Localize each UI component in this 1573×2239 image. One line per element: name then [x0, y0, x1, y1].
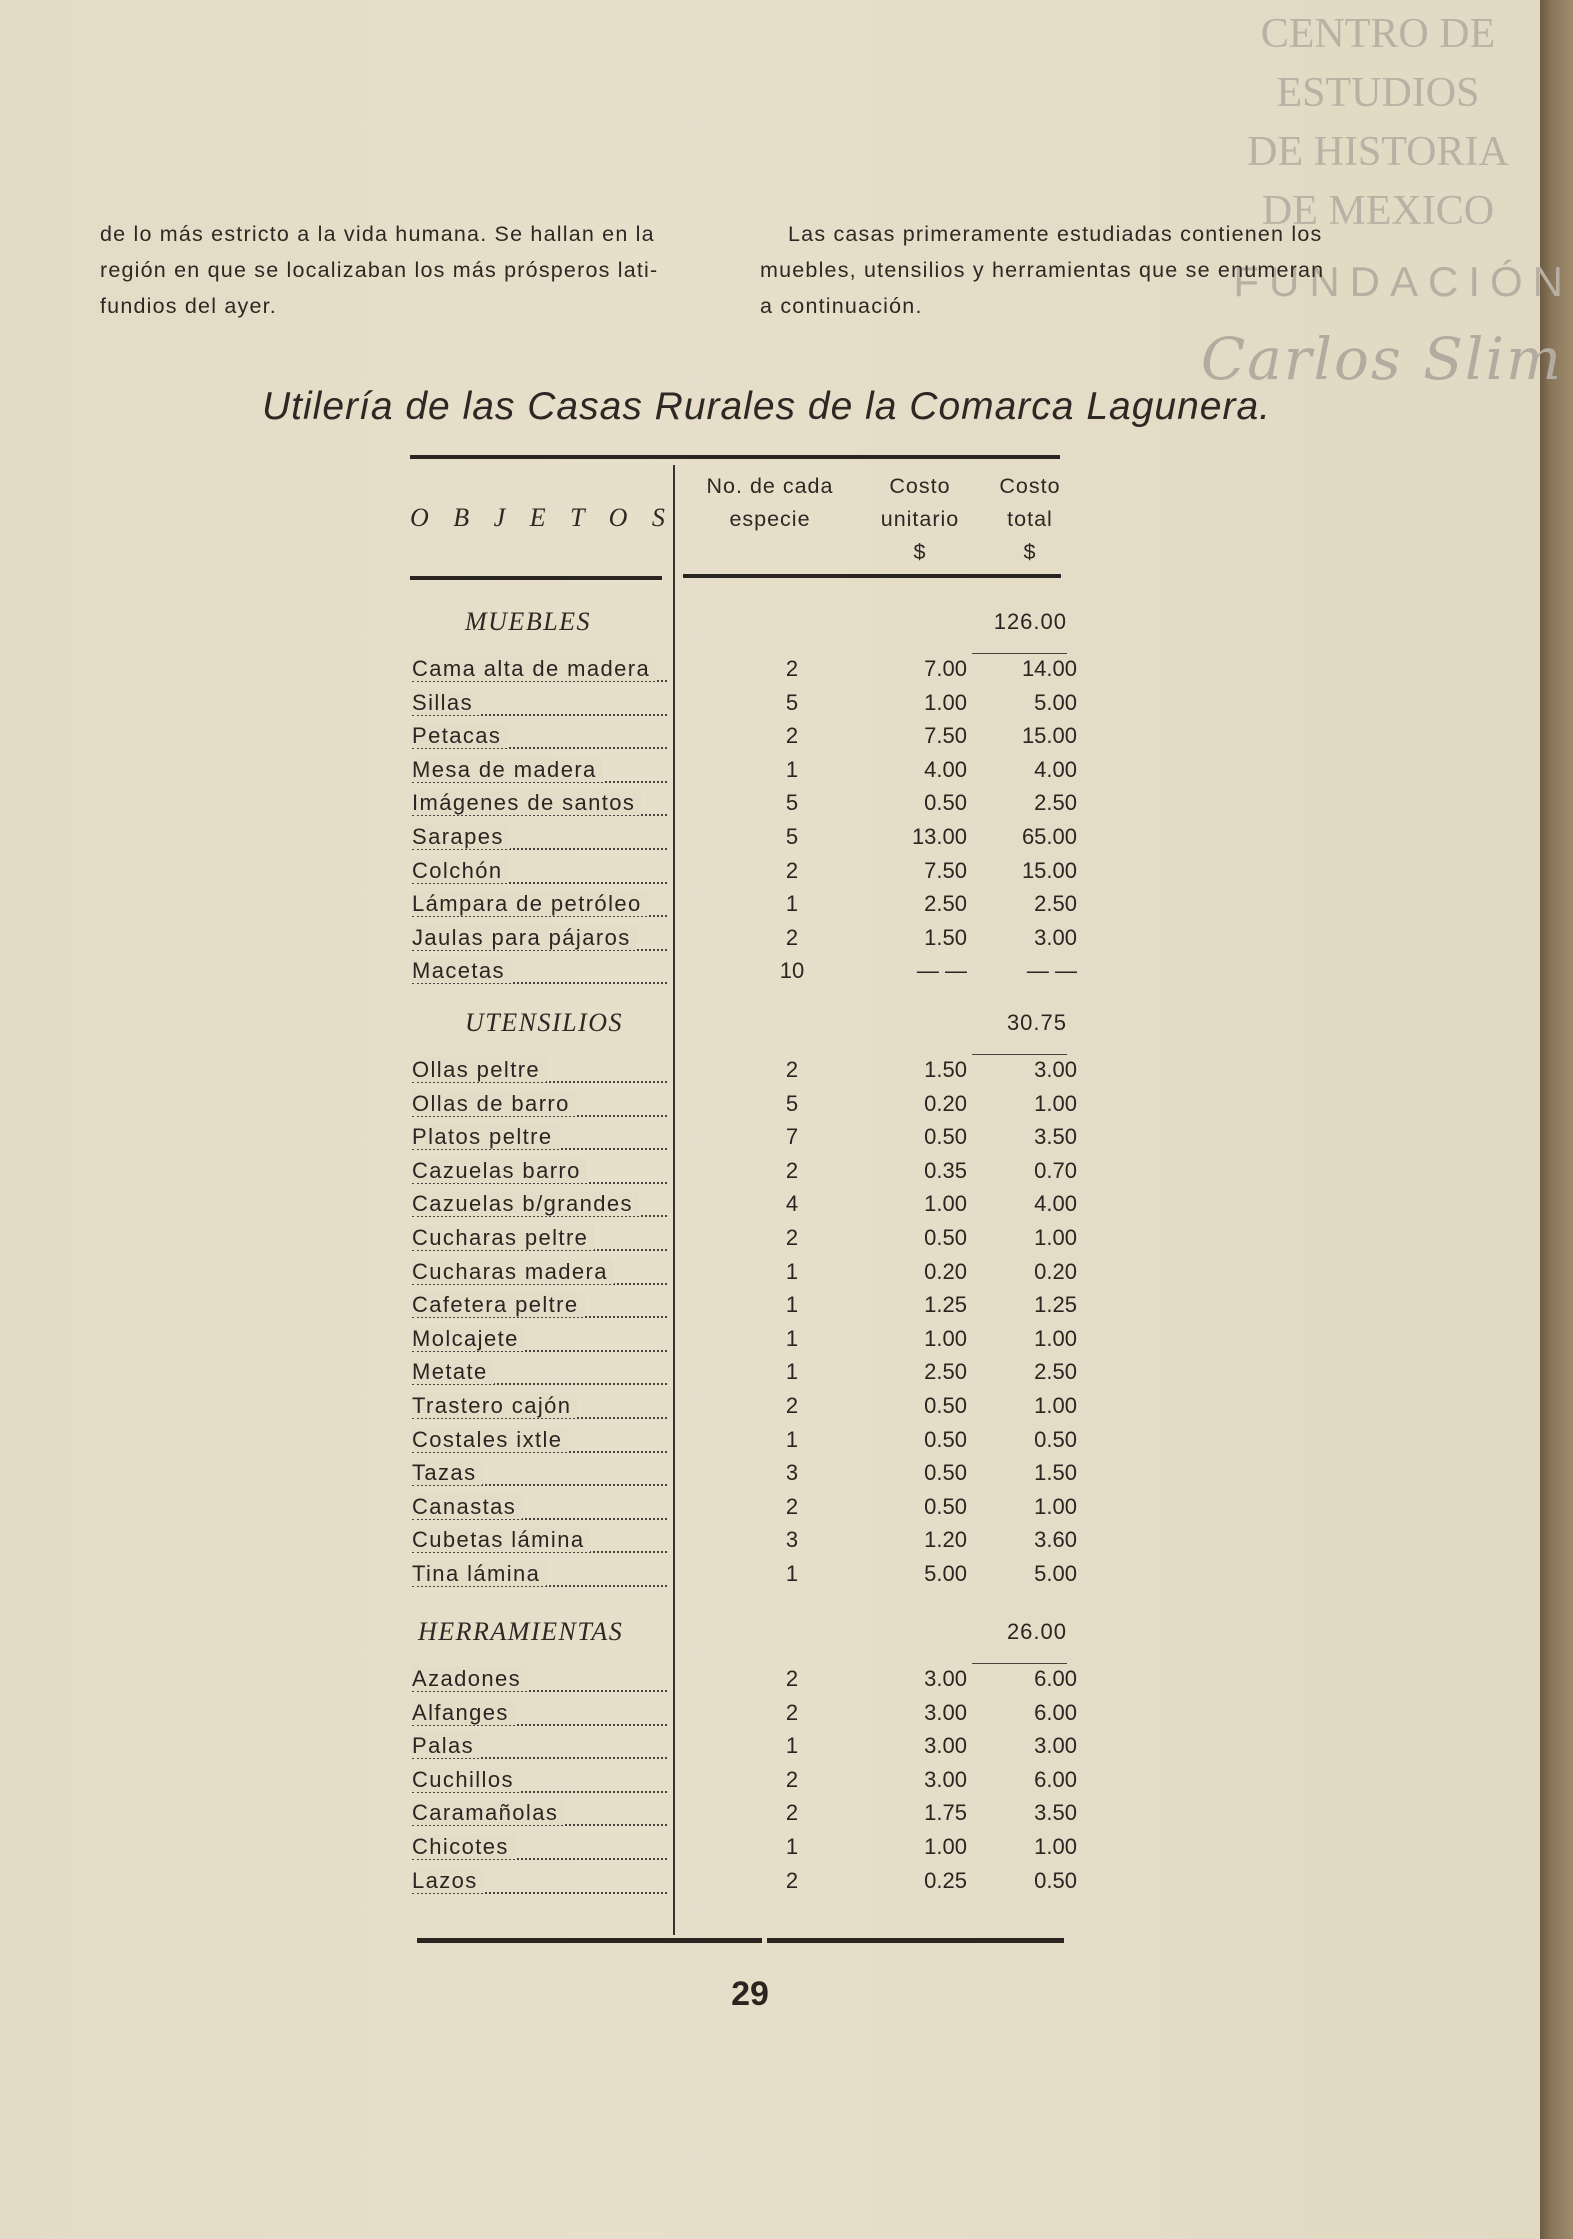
table-bottom-rule-right — [767, 1938, 1064, 1943]
item-quantity: 2 — [785, 723, 799, 749]
table-row — [412, 1867, 1077, 1902]
item-unit-cost: 1.20 — [924, 1527, 967, 1553]
item-unit-cost: 2.50 — [924, 1359, 967, 1385]
table-row — [412, 1359, 1077, 1393]
table-row — [412, 1834, 1077, 1868]
item-name: Ollas de barro — [412, 1091, 576, 1116]
item-unit-cost: 4.00 — [924, 756, 967, 782]
item-quantity: 4 — [785, 1191, 799, 1217]
item-name: Alfanges — [412, 1700, 515, 1725]
header-objetos: O B J E T O S — [410, 503, 674, 532]
item-total-cost: 1.50 — [1034, 1460, 1077, 1486]
item-quantity: 5 — [785, 689, 799, 715]
item-unit-cost: 0.50 — [924, 1493, 967, 1519]
item-name-cell — [412, 824, 667, 858]
table-title: Utilería de las Casas Rurales de la Comarca Lagunera. — [262, 385, 1271, 428]
item-quantity: 3 — [785, 1460, 799, 1486]
item-name-cell — [412, 1191, 667, 1225]
watermark-line: ESTUDIOS — [1276, 70, 1480, 116]
header-text: No. de cada — [706, 474, 834, 498]
item-name-cell — [412, 1834, 667, 1868]
intro-right-column — [760, 216, 1400, 324]
table-row — [412, 723, 1077, 757]
page-number: 29 — [731, 1975, 769, 2013]
item-name-cell — [412, 723, 667, 757]
item-name: Jaulas para pájaros — [412, 925, 637, 950]
item-name-cell — [412, 790, 667, 824]
item-name: Cucharas madera — [412, 1259, 614, 1284]
item-name: Cubetas lámina — [412, 1527, 590, 1552]
intro-line: muebles, utensilios y herramientas que se enumeran — [760, 258, 1325, 282]
item-name-cell — [412, 1091, 667, 1125]
item-quantity: 3 — [785, 1527, 799, 1553]
section-total: 126.00 — [993, 609, 1067, 634]
item-unit-cost: 0.50 — [924, 1124, 967, 1150]
item-name: Colchón — [412, 858, 509, 883]
intro-line: a continuación. — [760, 294, 923, 318]
item-unit-cost: 1.75 — [924, 1800, 967, 1826]
item-name-cell — [412, 1767, 667, 1801]
item-unit-cost: 7.50 — [924, 857, 967, 883]
item-quantity: 5 — [785, 1090, 799, 1116]
item-quantity: 2 — [785, 1225, 799, 1250]
item-name-cell — [412, 1494, 667, 1528]
table-row — [412, 1561, 1077, 1595]
item-total-cost: 1.00 — [1034, 1393, 1077, 1418]
item-quantity: 2 — [785, 1493, 799, 1519]
item-name: Costales ixtle — [412, 1427, 568, 1452]
item-total-cost: 1.25 — [1034, 1292, 1077, 1318]
item-quantity: 2 — [785, 1867, 799, 1893]
item-name-cell — [412, 1666, 667, 1700]
item-total-cost: 1.00 — [1034, 1325, 1077, 1351]
item-name-cell — [412, 891, 667, 925]
item-quantity: 1 — [785, 1834, 799, 1859]
item-name: Canastas — [412, 1494, 522, 1519]
item-quantity: 1 — [785, 1733, 799, 1759]
item-name: Azadones — [412, 1666, 527, 1691]
watermark-fundacion: FUNDACIÓN — [1233, 258, 1573, 305]
table-row — [412, 958, 1077, 992]
item-total-cost: 2.50 — [1034, 891, 1077, 917]
item-name: Metate — [412, 1359, 494, 1384]
item-quantity: 2 — [785, 1393, 799, 1418]
item-unit-cost: 0.50 — [924, 790, 967, 816]
item-name: Palas — [412, 1733, 480, 1758]
item-quantity: 10 — [779, 958, 805, 984]
intro-line: Las casas primeramente estudiadas contienen los — [788, 222, 1323, 246]
item-quantity: 1 — [785, 891, 799, 917]
item-unit-cost: 1.50 — [924, 924, 967, 950]
item-quantity: 1 — [785, 1359, 799, 1385]
table-row — [412, 1460, 1077, 1494]
item-quantity: 1 — [785, 1325, 799, 1351]
table-row — [412, 1057, 1077, 1091]
item-total-cost: 6.00 — [1034, 1699, 1077, 1725]
table-row — [412, 656, 1077, 690]
table-row — [412, 756, 1077, 791]
table-bottom-rule-left — [417, 1938, 762, 1943]
item-name-cell — [412, 1292, 667, 1326]
table-row — [412, 1157, 1077, 1192]
item-quantity: 1 — [785, 756, 799, 782]
item-total-cost: 0.20 — [1034, 1258, 1077, 1284]
item-name-cell — [412, 1225, 667, 1259]
watermark-line: DE MEXICO — [1261, 188, 1495, 234]
intro-line: de lo más estricto a la vida humana. Se hallan en la — [100, 222, 655, 246]
item-name-cell — [412, 925, 667, 959]
item-total-cost: 4.00 — [1034, 1191, 1077, 1217]
item-quantity: 2 — [785, 1766, 799, 1792]
item-unit-cost: 3.00 — [924, 1666, 967, 1691]
item-name: Platos peltre — [412, 1124, 559, 1149]
item-total-cost: 6.00 — [1034, 1666, 1077, 1691]
item-unit-cost: 3.00 — [924, 1699, 967, 1725]
table-row — [412, 891, 1077, 925]
item-name: Lazos — [412, 1868, 484, 1893]
item-unit-cost: 2.50 — [924, 891, 967, 917]
item-name: Tina lámina — [412, 1561, 546, 1586]
item-quantity: 2 — [785, 1666, 799, 1691]
item-name: Imágenes de santos — [412, 790, 641, 815]
section-heading: UTENSILIOS — [465, 1008, 624, 1037]
item-quantity: 2 — [785, 1699, 799, 1725]
item-name-cell — [412, 958, 667, 992]
header-bottom-rule-left — [410, 576, 662, 580]
table-row — [412, 1493, 1077, 1528]
header-text: total — [1007, 507, 1053, 531]
table-row — [412, 1699, 1077, 1734]
item-total-cost: 0.70 — [1034, 1157, 1077, 1183]
item-total-cost: 2.50 — [1034, 790, 1077, 816]
item-name-cell — [412, 1700, 667, 1734]
item-total-cost: 2.50 — [1034, 1359, 1077, 1385]
item-total-cost: 3.60 — [1034, 1527, 1077, 1553]
item-name: Cama alta de madera — [412, 656, 656, 681]
item-unit-cost: 0.20 — [924, 1258, 967, 1284]
header-text: unitario — [880, 507, 960, 531]
table-row — [412, 790, 1077, 824]
item-unit-cost: 1.00 — [924, 1834, 967, 1859]
item-total-cost: 15.00 — [1021, 857, 1077, 883]
item-unit-cost: 0.50 — [924, 1225, 967, 1250]
item-name-cell — [412, 1326, 667, 1360]
item-total-cost: 1.00 — [1034, 1225, 1077, 1250]
item-name-cell — [412, 1359, 667, 1393]
item-name-cell — [412, 858, 667, 892]
item-name-cell — [412, 656, 667, 690]
header-text: Costo — [999, 474, 1061, 498]
item-total-cost: 0.50 — [1034, 1426, 1077, 1452]
table-row — [412, 1800, 1077, 1834]
section-subtotal-rule — [972, 1663, 1067, 1664]
item-total-cost: 6.00 — [1034, 1766, 1077, 1792]
item-total-cost: 1.00 — [1034, 1493, 1077, 1519]
table-row — [412, 857, 1077, 892]
item-unit-cost: — — — [916, 958, 967, 984]
item-total-cost: 3.00 — [1034, 1057, 1077, 1082]
item-name: Sillas — [412, 690, 479, 715]
intro-left-column — [100, 216, 730, 324]
item-quantity: 1 — [785, 1561, 799, 1586]
watermark-signature: Carlos Slim — [1200, 325, 1563, 393]
header-unit-cost — [865, 470, 975, 569]
section-total: 26.00 — [1006, 1619, 1067, 1644]
item-name-cell — [412, 1733, 667, 1767]
table-row — [412, 689, 1077, 724]
table-row — [412, 1393, 1077, 1427]
watermark-centro-estudios — [1213, 5, 1543, 241]
item-total-cost: 4.00 — [1034, 756, 1077, 782]
item-unit-cost: 13.00 — [911, 824, 967, 849]
item-quantity: 1 — [785, 1258, 799, 1284]
item-total-cost: 1.00 — [1034, 1834, 1077, 1859]
item-total-cost: 0.50 — [1034, 1867, 1077, 1893]
item-unit-cost: 0.20 — [924, 1090, 967, 1116]
item-unit-cost: 7.00 — [924, 656, 967, 681]
item-total-cost: 14.00 — [1021, 656, 1077, 681]
item-name: Trastero cajón — [412, 1393, 577, 1418]
item-total-cost: 5.00 — [1034, 1561, 1077, 1586]
item-total-cost: 3.00 — [1034, 1733, 1077, 1759]
item-total-cost: 5.00 — [1034, 689, 1077, 715]
intro-line: región en que se localizaban los más prósperos lati- — [100, 258, 659, 282]
item-unit-cost: 1.50 — [924, 1057, 967, 1082]
header-text: $ — [1023, 540, 1037, 564]
item-name-cell — [412, 1460, 667, 1494]
intro-line: fundios del ayer. — [100, 294, 277, 318]
item-unit-cost: 0.25 — [924, 1867, 967, 1893]
table-row — [412, 1090, 1077, 1125]
item-unit-cost: 1.00 — [924, 1325, 967, 1351]
item-name: Molcajete — [412, 1326, 525, 1351]
item-unit-cost: 0.50 — [924, 1426, 967, 1452]
table-row — [412, 1124, 1077, 1158]
item-total-cost: 3.00 — [1034, 924, 1077, 950]
item-quantity: 1 — [785, 1292, 799, 1318]
item-total-cost: 3.50 — [1034, 1800, 1077, 1826]
item-quantity: 2 — [785, 1057, 799, 1082]
item-quantity: 1 — [785, 1426, 799, 1452]
section-heading: HERRAMIENTAS — [418, 1617, 624, 1646]
header-bottom-rule-right — [683, 574, 1061, 578]
item-quantity: 2 — [785, 857, 799, 883]
header-text: especie — [729, 507, 811, 531]
table-row — [412, 824, 1077, 858]
section-total: 30.75 — [1006, 1010, 1067, 1035]
item-name: Cuchillos — [412, 1767, 520, 1792]
item-unit-cost: 3.00 — [924, 1766, 967, 1792]
item-name: Sarapes — [412, 824, 510, 849]
item-total-cost: 65.00 — [1021, 824, 1077, 849]
table-row — [412, 1258, 1077, 1293]
item-name: Cucharas peltre — [412, 1225, 594, 1250]
item-name-cell — [412, 1057, 667, 1091]
item-name-cell — [412, 1868, 667, 1902]
item-quantity: 7 — [785, 1124, 799, 1150]
item-total-cost: — — — [1026, 958, 1077, 984]
item-name: Chicotes — [412, 1834, 515, 1859]
section-heading: MUEBLES — [465, 607, 592, 636]
item-unit-cost: 1.00 — [924, 1191, 967, 1217]
table-row — [412, 1292, 1077, 1326]
header-text: Costo — [889, 474, 951, 498]
item-total-cost: 3.50 — [1034, 1124, 1077, 1150]
item-unit-cost: 5.00 — [924, 1561, 967, 1586]
table-row — [412, 1325, 1077, 1360]
item-quantity: 2 — [785, 1800, 799, 1826]
section-subtotal-rule — [972, 1054, 1067, 1055]
header-quantity — [685, 470, 855, 536]
item-name: Lámpara de petróleo — [412, 891, 648, 916]
item-name-cell — [412, 1427, 667, 1461]
item-unit-cost: 1.25 — [924, 1292, 967, 1318]
header-text: $ — [913, 540, 927, 564]
item-unit-cost: 0.50 — [924, 1460, 967, 1486]
item-name-cell — [412, 1124, 667, 1158]
item-name: Macetas — [412, 958, 511, 983]
item-name-cell — [412, 1800, 667, 1834]
table-row — [412, 924, 1077, 959]
item-name-cell — [412, 1158, 667, 1192]
watermark-line: DE HISTORIA — [1247, 129, 1509, 175]
section-subtotal-rule — [972, 653, 1067, 654]
header-total-cost — [975, 470, 1085, 569]
item-unit-cost: 7.50 — [924, 723, 967, 749]
table-row — [412, 1666, 1077, 1700]
item-name-cell — [412, 757, 667, 791]
table-row — [412, 1191, 1077, 1225]
item-name: Tazas — [412, 1460, 482, 1485]
item-unit-cost: 0.50 — [924, 1393, 967, 1418]
item-total-cost: 1.00 — [1034, 1090, 1077, 1116]
item-name: Caramañolas — [412, 1800, 564, 1825]
item-unit-cost: 1.00 — [924, 689, 967, 715]
item-name-cell — [412, 1259, 667, 1293]
table-row — [412, 1733, 1077, 1767]
table-row — [412, 1527, 1077, 1561]
item-quantity: 2 — [785, 924, 799, 950]
table-row — [412, 1225, 1077, 1259]
item-quantity: 5 — [785, 824, 799, 849]
item-name-cell — [412, 690, 667, 724]
table-row — [412, 1766, 1077, 1801]
item-total-cost: 15.00 — [1021, 723, 1077, 749]
item-name: Cazuelas barro — [412, 1158, 587, 1183]
item-quantity: 2 — [785, 656, 799, 681]
item-name: Ollas peltre — [412, 1057, 546, 1082]
item-name: Cazuelas b/grandes — [412, 1191, 639, 1216]
item-name: Cafetera peltre — [412, 1292, 585, 1317]
item-name-cell — [412, 1527, 667, 1561]
table-top-rule — [410, 455, 1060, 459]
item-unit-cost: 0.35 — [924, 1157, 967, 1183]
table-row — [412, 1426, 1077, 1461]
item-quantity: 5 — [785, 790, 799, 816]
item-name-cell — [412, 1393, 667, 1427]
watermark-line: CENTRO DE — [1260, 11, 1496, 57]
item-name: Mesa de madera — [412, 757, 603, 782]
item-name-cell — [412, 1561, 667, 1595]
item-name: Petacas — [412, 723, 507, 748]
item-quantity: 2 — [785, 1157, 799, 1183]
item-unit-cost: 3.00 — [924, 1733, 967, 1759]
